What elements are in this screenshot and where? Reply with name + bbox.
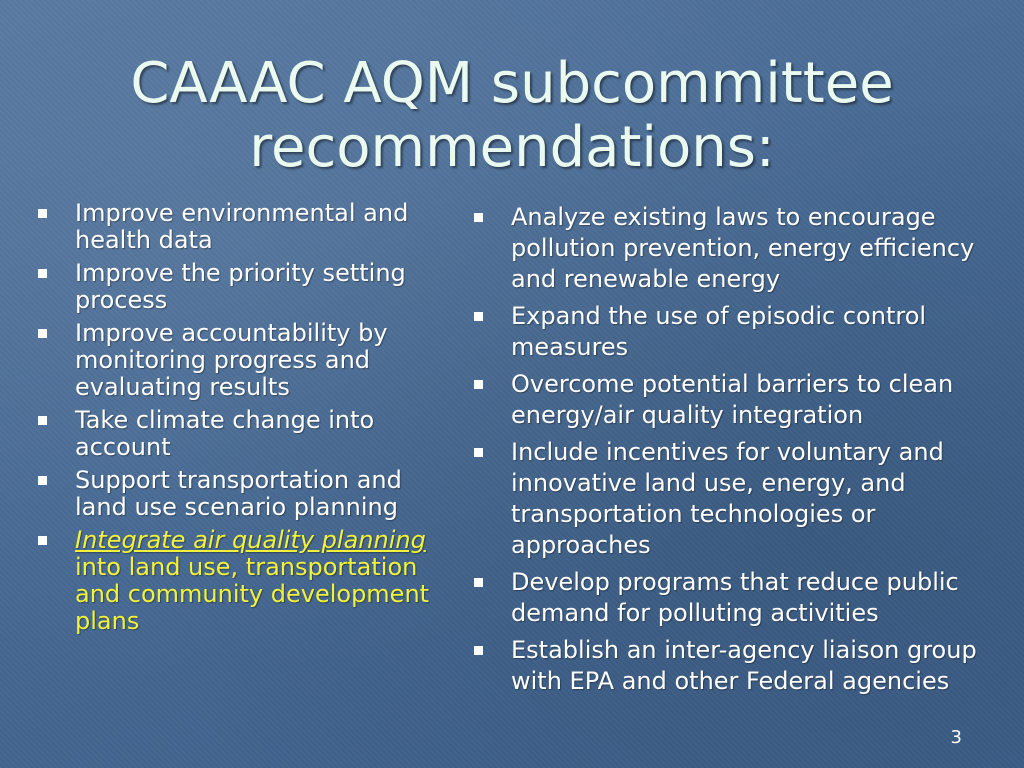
list-item: [474, 437, 1004, 561]
square-bullet-icon: [38, 536, 47, 545]
list-item: [38, 200, 438, 254]
list-item-text: Develop programs that reduce public demand for polluting activities: [511, 568, 959, 627]
list-item-highlighted: [38, 527, 438, 635]
left-bullet-list: [38, 200, 438, 641]
square-bullet-icon: [474, 448, 483, 457]
highlight-rest-text: into land use, transportation and community development plans: [75, 553, 430, 635]
square-bullet-icon: [474, 578, 483, 587]
list-item-text: Overcome potential barriers to clean energy/air quality integration: [511, 370, 954, 429]
list-item-text: Analyze existing laws to encourage pollution prevention, energy efficiency and renewable energy: [511, 203, 975, 293]
list-item-text: Establish an inter-agency liaison group with EPA and other Federal agencies: [511, 636, 977, 695]
list-item-text: Improve environmental and health data: [75, 199, 409, 254]
list-item-text: Include incentives for voluntary and innovative land use, energy, and transportation technologies or approaches: [511, 438, 944, 559]
square-bullet-icon: [38, 269, 47, 278]
list-item: [38, 467, 438, 521]
list-item: [474, 635, 1004, 697]
air-quality-planning-link[interactable]: Integrate air quality planning: [75, 526, 426, 554]
square-bullet-icon: [38, 209, 47, 218]
list-item-text: Improve the priority setting process: [75, 259, 406, 314]
right-bullet-list: [474, 202, 1004, 703]
list-item-text: Take climate change into account: [75, 406, 375, 461]
list-item: [474, 567, 1004, 629]
page-number: 3: [950, 727, 962, 748]
slide-title: [0, 52, 1024, 180]
list-item-text: Support transportation and land use scenario planning: [75, 466, 402, 521]
list-item: [38, 407, 438, 461]
list-item-text: Expand the use of episodic control measures: [511, 302, 927, 361]
square-bullet-icon: [474, 380, 483, 389]
title-line-1: CAAAC AQM subcommittee: [130, 51, 894, 116]
title-line-2: recommendations:: [249, 115, 775, 180]
list-item: [474, 369, 1004, 431]
list-item-text: Improve accountability by monitoring progress and evaluating results: [75, 319, 388, 401]
square-bullet-icon: [38, 329, 47, 338]
list-item: [474, 202, 1004, 295]
square-bullet-icon: [474, 646, 483, 655]
list-item: [38, 320, 438, 401]
square-bullet-icon: [38, 416, 47, 425]
list-item: [38, 260, 438, 314]
square-bullet-icon: [474, 312, 483, 321]
square-bullet-icon: [474, 213, 483, 222]
square-bullet-icon: [38, 476, 47, 485]
list-item: [474, 301, 1004, 363]
